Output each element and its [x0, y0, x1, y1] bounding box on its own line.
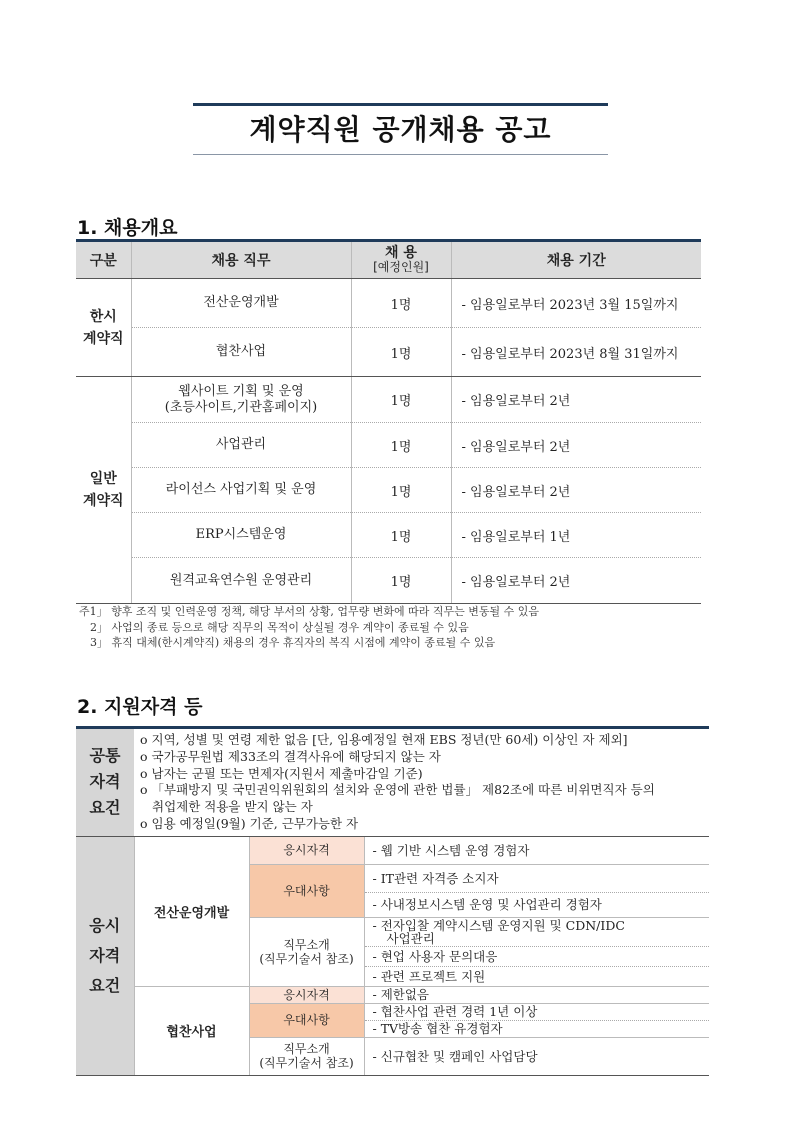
group-name-line1: 한시 — [89, 308, 117, 325]
position-name: 전산운영개발 — [134, 836, 249, 986]
intro-value — [364, 917, 709, 946]
common-label-line: 자격 — [89, 772, 121, 792]
intro-label-line: 직무소개 — [283, 937, 330, 952]
intro-label-line: 직무소개 — [283, 1042, 330, 1057]
intro-label — [249, 1037, 364, 1075]
preference-label: 우대사항 — [249, 864, 364, 917]
qualification-label: 응시자격 — [249, 986, 364, 1003]
table-row — [76, 279, 701, 328]
preference-value: - 사내정보시스템 운영 및 사업관리 경험자 — [364, 892, 709, 917]
footnote-2: 2」 사업의 종료 등으로 해당 직무의 목적이 상실될 경우 계약이 종료될 수 있음 — [90, 620, 469, 634]
job-cell — [131, 377, 351, 423]
count-cell: 1명 — [351, 423, 451, 468]
job-cell: 전산운영개발 — [131, 279, 351, 328]
title-box — [193, 103, 608, 155]
job-line1: 웹사이트 기획 및 운영 — [178, 383, 304, 399]
common-requirements-row — [76, 728, 709, 837]
period-cell: - 임용일로부터 2년 — [451, 558, 701, 604]
common-item: o 임용 예정일(9월) 기준, 근무가능한 자 — [140, 815, 359, 831]
table-row — [76, 328, 701, 377]
apply-label-line: 자격 — [89, 945, 121, 965]
period-cell: - 임용일로부터 1년 — [451, 513, 701, 558]
intro-line: 사업관리 — [386, 930, 435, 946]
qualification-label: 응시자격 — [249, 836, 364, 864]
table-row — [76, 468, 701, 513]
table-row — [76, 377, 701, 423]
qualification-value: - 제한없음 — [364, 986, 709, 1003]
common-item: o 남자는 군필 또는 면제자(지원서 제출마감일 기준) — [140, 765, 423, 781]
period-cell: - 임용일로부터 2년 — [451, 423, 701, 468]
count-cell: 1명 — [351, 279, 451, 328]
apply-label-line: 응시 — [89, 915, 121, 935]
common-item: o 지역, 성별 및 연령 제한 없음 [단, 임용예정일 현재 EBS 정년(만 60세) 이상인 자 제외] — [140, 732, 628, 747]
job-cell: 라이선스 사업기획 및 운영 — [131, 468, 351, 513]
preference-label: 우대사항 — [249, 1003, 364, 1037]
header-job: 채용 직무 — [131, 241, 351, 279]
table-row — [76, 513, 701, 558]
job-cell: 협찬사업 — [131, 328, 351, 377]
footnote-3: 3」 휴직 대체(한시계약직) 채용의 경우 휴직자의 복직 시점에 계약이 종료될 수 있음 — [90, 636, 496, 649]
group-general — [76, 377, 131, 604]
preference-value: - 협찬사업 관련 경력 1년 이상 — [364, 1003, 709, 1020]
intro-line: - 전자입찰 계약시스템 운영지원 및 CDN/IDC — [372, 917, 625, 933]
period-cell: - 임용일로부터 2023년 3월 15일까지 — [451, 279, 701, 328]
section2-heading: 2. 지원자격 등 — [77, 696, 203, 718]
common-item: o 국가공무원법 제33조의 결격사유에 해당되지 않는 자 — [140, 748, 441, 764]
count-cell: 1명 — [351, 468, 451, 513]
group-name-line2: 계약직 — [82, 493, 124, 509]
common-requirements — [134, 728, 709, 837]
intro-value: - 관련 프로젝트 지원 — [364, 966, 709, 986]
recruitment-overview-table — [76, 239, 701, 604]
count-cell: 1명 — [351, 377, 451, 423]
intro-label-line: (직무기술서 참조) — [259, 1056, 354, 1071]
intro-value: - 신규협찬 및 캠페인 사업담당 — [364, 1037, 709, 1075]
group-name-line2: 계약직 — [82, 330, 124, 347]
job-cell: 원격교육연수원 운영관리 — [131, 558, 351, 604]
apply-label-line: 요건 — [89, 975, 121, 995]
common-label — [76, 728, 134, 837]
header-count — [351, 241, 451, 279]
count-cell: 1명 — [351, 328, 451, 377]
period-cell: - 임용일로부터 2년 — [451, 377, 701, 423]
common-label-line: 요건 — [89, 798, 121, 818]
table-row — [76, 986, 709, 1003]
header-count-sub: [예정인원] — [373, 260, 429, 274]
common-item: 취업제한 적용을 받지 않는 자 — [152, 799, 313, 815]
header-count-top: 채 용 — [385, 245, 417, 261]
group-temporary — [76, 279, 131, 377]
page-title: 계약직원 공개채용 공고 — [249, 113, 552, 146]
table-row — [76, 423, 701, 468]
period-cell: - 임용일로부터 2023년 8월 31일까지 — [451, 328, 701, 377]
intro-value: - 현업 사용자 문의대응 — [364, 946, 709, 966]
count-cell: 1명 — [351, 558, 451, 604]
common-label-line: 공통 — [89, 746, 121, 766]
intro-label-line: (직무기술서 참조) — [259, 951, 354, 966]
group-name-line1: 일반 — [89, 471, 117, 487]
intro-label — [249, 917, 364, 986]
section1-heading: 1. 채용개요 — [77, 217, 178, 239]
common-item: o 「부패방지 및 국민권익위원회의 설치와 운영에 관한 법률」 제82조에 따른 비위면직자 등의 — [140, 782, 655, 798]
apply-label — [76, 836, 134, 1075]
header-category: 구분 — [76, 241, 131, 279]
table-header-row — [76, 241, 701, 279]
footnotes — [79, 604, 539, 651]
table-row — [76, 558, 701, 604]
header-period: 채용 기간 — [451, 241, 701, 279]
preference-value: - TV방송 협찬 유경험자 — [364, 1020, 709, 1037]
count-cell: 1명 — [351, 513, 451, 558]
qualification-value: - 웹 기반 시스템 운영 경험자 — [364, 836, 709, 864]
job-cell: 사업관리 — [131, 423, 351, 468]
qualification-table — [76, 726, 709, 1076]
footnote-1: 주1」 향후 조직 및 인력운영 정책, 해당 부서의 상황, 업무량 변화에 따라 직무는 변동될 수 있음 — [79, 605, 539, 618]
job-cell: ERP시스템운영 — [131, 513, 351, 558]
job-line2: (초등사이트,기관홈페이지) — [164, 399, 318, 415]
table-row — [76, 836, 709, 864]
period-cell: - 임용일로부터 2년 — [451, 468, 701, 513]
preference-value: - IT관련 자격증 소지자 — [364, 864, 709, 892]
position-name: 협찬사업 — [134, 986, 249, 1075]
